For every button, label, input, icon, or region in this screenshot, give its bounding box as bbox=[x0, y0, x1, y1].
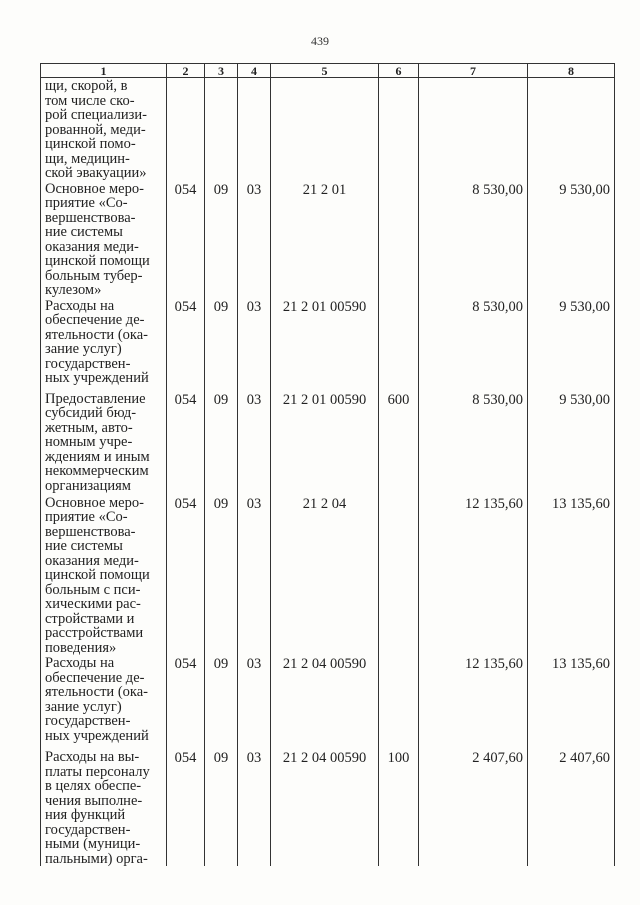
target-article-cell: 21 2 01 bbox=[271, 181, 379, 298]
amount-year-2-cell: 13 135,60 bbox=[528, 655, 615, 749]
ministry-code-cell: 054 bbox=[167, 749, 205, 866]
row-name-line: цинской помо- bbox=[45, 136, 136, 152]
row-name-line: пальными) орга- bbox=[45, 850, 148, 867]
expense-type-cell bbox=[379, 181, 419, 298]
ministry-code-cell bbox=[167, 78, 205, 181]
row-name-line: ние системы bbox=[45, 538, 123, 554]
target-article-cell: 21 2 04 00590 bbox=[271, 749, 379, 866]
ministry-code-cell: 054 bbox=[167, 181, 205, 298]
row-name-line: жетным, авто- bbox=[45, 419, 133, 436]
table-row bbox=[41, 78, 615, 181]
amount-year-2-cell: 9 530,00 bbox=[528, 391, 615, 495]
target-article-cell: 21 2 04 00590 bbox=[271, 655, 379, 749]
row-name-line: ными (муници- bbox=[45, 836, 141, 852]
row-name-line: платы персоналу bbox=[45, 763, 150, 780]
row-name-line: номным учре- bbox=[45, 434, 133, 450]
row-name-line: ния функций bbox=[45, 807, 126, 823]
row-name-line: ных учреждений bbox=[45, 727, 149, 744]
header-col-4: 4 bbox=[238, 64, 271, 78]
row-name-line: ятельности (ока- bbox=[45, 326, 148, 343]
subsection-code-cell: 03 bbox=[238, 298, 271, 391]
section-code-cell: 09 bbox=[205, 495, 238, 656]
row-name-line: щи, скорой, в bbox=[45, 78, 128, 94]
header-col-8: 8 bbox=[528, 64, 615, 78]
amount-year-1-cell bbox=[419, 78, 528, 181]
amount-year-1-cell: 8 530,00 bbox=[419, 391, 528, 495]
row-name-line: Основное меро- bbox=[45, 180, 144, 197]
amount-year-1-cell: 8 530,00 bbox=[419, 181, 528, 298]
table-row bbox=[41, 749, 615, 866]
row-name-line: ской эвакуации» bbox=[45, 165, 147, 181]
row-name-line: государствен- bbox=[45, 821, 131, 838]
header-col-1: 1 bbox=[41, 64, 167, 78]
row-name-line: цинской помощи bbox=[45, 253, 150, 269]
amount-year-1-cell: 8 530,00 bbox=[419, 298, 528, 391]
row-name-line: вершенствова- bbox=[45, 523, 136, 540]
ministry-code-cell: 054 bbox=[167, 298, 205, 391]
row-name-line: расстройствами bbox=[45, 625, 144, 641]
row-name-line: оказания меди- bbox=[45, 552, 139, 569]
row-name-line: цинской помощи bbox=[45, 567, 150, 583]
expense-type-cell bbox=[379, 655, 419, 749]
table-row bbox=[41, 298, 615, 391]
row-name-line: государствен- bbox=[45, 713, 131, 729]
row-name-line: стройствами и bbox=[45, 610, 135, 627]
row-name-line: зание услуг) bbox=[45, 341, 122, 357]
target-article-cell bbox=[271, 78, 379, 181]
subsection-code-cell: 03 bbox=[238, 495, 271, 656]
target-article-cell: 21 2 04 bbox=[271, 495, 379, 656]
row-name-cell bbox=[41, 655, 167, 749]
ministry-code-cell: 054 bbox=[167, 655, 205, 749]
subsection-code-cell: 03 bbox=[238, 655, 271, 749]
row-name-cell bbox=[41, 298, 167, 391]
row-name-cell bbox=[41, 495, 167, 656]
row-name-line: рованной, меди- bbox=[45, 121, 146, 138]
row-name-line: ятельности (ока- bbox=[45, 684, 148, 700]
row-name-line: хическими рас- bbox=[45, 596, 141, 612]
subsection-code-cell: 03 bbox=[238, 391, 271, 495]
amount-year-1-cell: 12 135,60 bbox=[419, 655, 528, 749]
header-col-7: 7 bbox=[419, 64, 528, 78]
section-code-cell: 09 bbox=[205, 181, 238, 298]
row-name-line: приятие «Со- bbox=[45, 195, 128, 211]
row-name-line: рой специализи- bbox=[45, 107, 147, 123]
amount-year-2-cell: 13 135,60 bbox=[528, 495, 615, 656]
table-row bbox=[41, 181, 615, 298]
row-name-line: больным с пси- bbox=[45, 581, 141, 598]
target-article-cell: 21 2 01 00590 bbox=[271, 298, 379, 391]
section-code-cell: 09 bbox=[205, 749, 238, 866]
budget-table bbox=[40, 63, 614, 866]
row-name-line: кулезом» bbox=[45, 282, 102, 298]
header-col-5: 5 bbox=[271, 64, 379, 78]
header-col-3: 3 bbox=[205, 64, 238, 78]
row-name-line: ждениям и иным bbox=[45, 448, 150, 465]
target-article-cell: 21 2 01 00590 bbox=[271, 391, 379, 495]
row-name-cell bbox=[41, 391, 167, 495]
table-header-row bbox=[41, 64, 615, 78]
table-row bbox=[41, 391, 615, 495]
section-code-cell: 09 bbox=[205, 298, 238, 391]
section-code-cell bbox=[205, 78, 238, 181]
row-name-line: щи, медицин- bbox=[45, 150, 130, 167]
subsection-code-cell bbox=[238, 78, 271, 181]
row-name-line: вершенствова- bbox=[45, 209, 136, 226]
row-name-line: Расходы на bbox=[45, 297, 115, 314]
expense-type-cell: 600 bbox=[379, 391, 419, 495]
row-name-line: обеспечение де- bbox=[45, 669, 145, 686]
header-col-6: 6 bbox=[379, 64, 419, 78]
ministry-code-cell: 054 bbox=[167, 495, 205, 656]
amount-year-1-cell: 12 135,60 bbox=[419, 495, 528, 656]
row-name-line: том числе ско- bbox=[45, 92, 135, 109]
amount-year-2-cell: 9 530,00 bbox=[528, 181, 615, 298]
page-number: 439 bbox=[311, 34, 329, 48]
row-name-line: Основное меро- bbox=[45, 494, 144, 511]
row-name-cell bbox=[41, 181, 167, 298]
table-row bbox=[41, 495, 615, 656]
row-name-line: государствен- bbox=[45, 355, 131, 372]
row-name-line: в целях обеспе- bbox=[45, 778, 142, 794]
row-name-line: Расходы на вы- bbox=[45, 749, 140, 765]
row-name-line: больным тубер- bbox=[45, 267, 143, 284]
row-name-line: ных учреждений bbox=[45, 370, 149, 386]
section-code-cell: 09 bbox=[205, 391, 238, 495]
expense-type-cell bbox=[379, 78, 419, 181]
row-name-line: Расходы на bbox=[45, 655, 115, 671]
amount-year-2-cell bbox=[528, 78, 615, 181]
amount-year-2-cell: 2 407,60 bbox=[528, 749, 615, 866]
expense-type-cell bbox=[379, 495, 419, 656]
row-name-line: обеспечение де- bbox=[45, 312, 145, 328]
row-name-line: ние системы bbox=[45, 224, 123, 240]
ministry-code-cell: 054 bbox=[167, 391, 205, 495]
expense-type-cell bbox=[379, 298, 419, 391]
header-col-2: 2 bbox=[167, 64, 205, 78]
row-name-line: поведения» bbox=[45, 639, 117, 656]
row-name-line: чения выполне- bbox=[45, 792, 143, 809]
row-name-cell bbox=[41, 78, 167, 181]
table-row bbox=[41, 655, 615, 749]
row-name-line: организациям bbox=[45, 477, 131, 494]
subsection-code-cell: 03 bbox=[238, 181, 271, 298]
row-name-cell bbox=[41, 749, 167, 866]
section-code-cell: 09 bbox=[205, 655, 238, 749]
row-name-line: субсидий бюд- bbox=[45, 405, 137, 421]
row-name-line: приятие «Со- bbox=[45, 509, 128, 525]
row-name-line: Предоставление bbox=[45, 390, 146, 407]
expense-type-cell: 100 bbox=[379, 749, 419, 866]
amount-year-2-cell: 9 530,00 bbox=[528, 298, 615, 391]
subsection-code-cell: 03 bbox=[238, 749, 271, 866]
row-name-line: оказания меди- bbox=[45, 238, 139, 255]
row-name-line: зание услуг) bbox=[45, 698, 122, 715]
row-name-line: некоммерческим bbox=[45, 463, 149, 479]
amount-year-1-cell: 2 407,60 bbox=[419, 749, 528, 866]
